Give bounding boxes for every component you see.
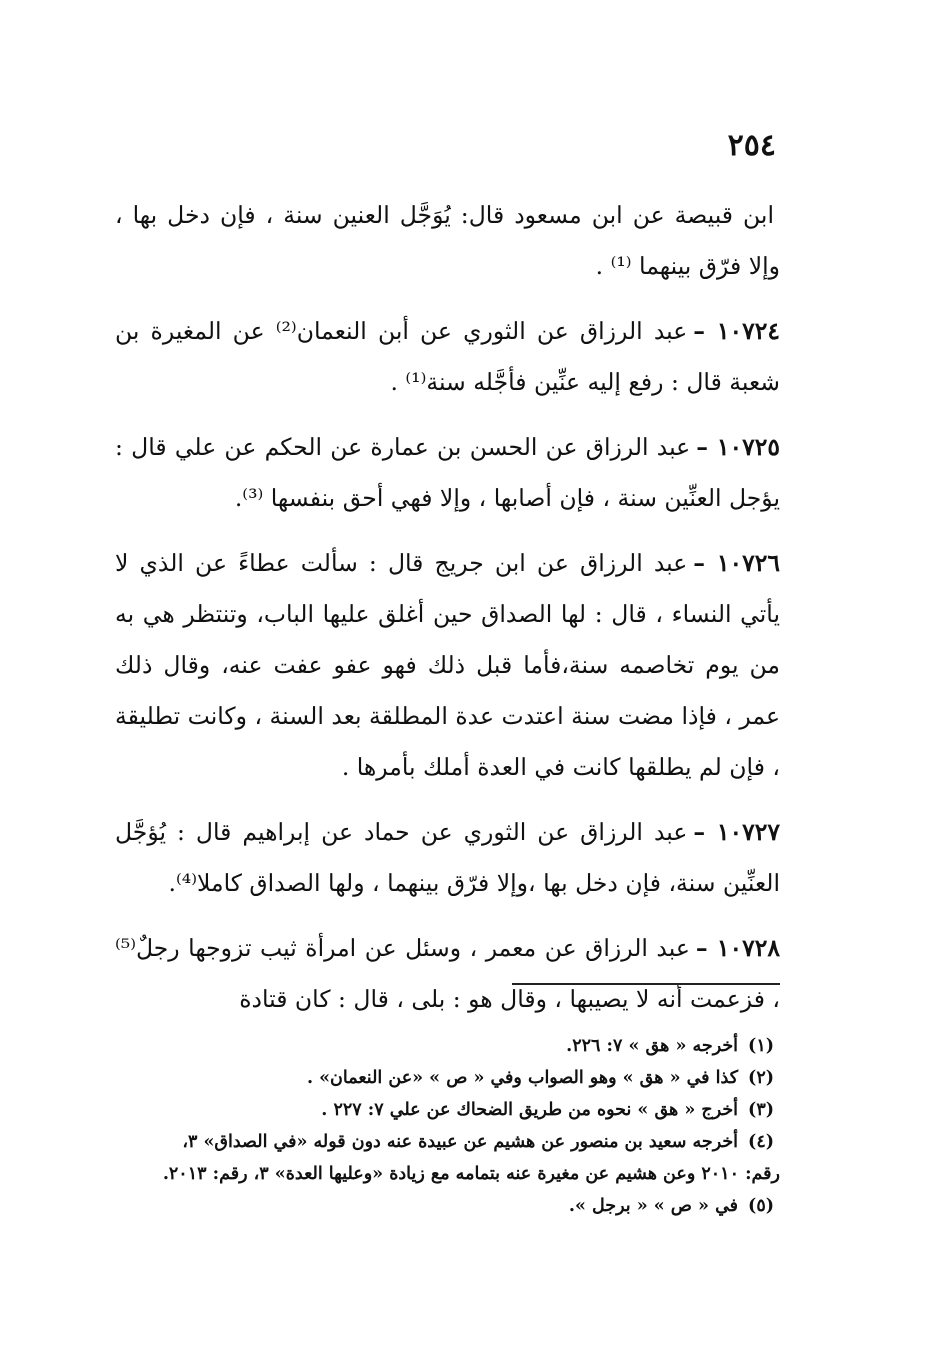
body-text [115, 190, 780, 1039]
page-number: ٢٥٤ [727, 128, 776, 163]
footnote-text: أخرجه سعيد بن منصور عن هشيم عن عبيدة عنه دون قوله «في الصداق» ٣، [182, 1132, 739, 1152]
footnote-text: في « ص » « برجل ». [568, 1196, 739, 1216]
hadith-text: عبد الرزاق عن ابن جريج قال : سألت عطاءً عن الذي لا يأتي النساء ، قال : لها الصداق حين أغلق عليها الباب، وتنتظر هي به من يوم تخاصمه سنة،فأما قبل ذلك فهو عفو عفت عنه، وقال ذلك عمر ، فإذا مضت سنة اعتدت عدة المطلقة بعد السنة ، وكانت تطليقة ، فإن لم يطلقها كانت في العدة أملك بأمرها . [115, 549, 780, 781]
footnote-text: كذا في « هق » وهو الصواب وفي « ص » «عن النعمان» . [306, 1068, 739, 1088]
hadith-paragraph [115, 190, 780, 292]
footnote [115, 1190, 780, 1222]
footnote-continuation [115, 1158, 780, 1190]
footnote-mark: (٥) [748, 1196, 774, 1216]
footnote-text: أخرج « هق » نحوه من طريق الضحاك عن علي ٧: ٢٢٧ . [321, 1100, 739, 1120]
footnote [115, 1030, 780, 1062]
hadith-text: عبد الرزاق عن الحسن بن عمارة عن الحكم عن علي قال : يؤجل العنِّين سنة ، فإن أصابها ، وإلا فهي أحق بنفسها ⁽³⁾. [115, 433, 780, 512]
hadith-paragraph [115, 807, 780, 909]
footnote-text: رقم: ٢٠١٠ وعن هشيم عن مغيرة عنه بتمامه مع زيادة «وعليها العدة» ٣، رقم: ٢٠١٣. [162, 1164, 780, 1184]
footnote [115, 1062, 780, 1094]
footnote-mark: (١) [748, 1036, 774, 1056]
footnote [115, 1126, 780, 1158]
hadith-paragraph [115, 538, 780, 793]
footnote-text: أخرجه « هق » ٧: ٢٢٦. [566, 1036, 739, 1056]
hadith-paragraph [115, 422, 780, 524]
hadith-text: ابن قبيصة عن ابن مسعود قال: يُوَجَّل العنين سنة ، فإن دخل بها ، وإلا فرّق بينهما ⁽¹⁾ . [115, 201, 780, 280]
hadith-text: عبد الرزاق عن الثوري عن أبن النعمان⁽²⁾ عن المغيرة بن شعبة قال : رفع إليه عنِّين فأجَّله سنة⁽¹⁾ . [115, 317, 780, 396]
hadith-text: عبد الرزاق عن الثوري عن حماد عن إبراهيم قال : يُؤجَّل العنِّين سنة، فإن دخل بها ،وإلا فرّق بينهما ، ولها الصداق كاملا⁽⁴⁾. [115, 818, 780, 897]
footnote-separator [512, 983, 780, 985]
hadith-number: ١٠٧٢٦ – [693, 549, 781, 577]
footnote-mark: (٢) [748, 1068, 774, 1088]
hadith-text: عبد الرزاق عن معمر ، وسئل عن امرأة ثيب تزوجها رجلٌ⁽⁵⁾ ، فزعمت أنه لا يصيبها ، وقال هو : بلى ، قال : كان قتادة [115, 934, 780, 1013]
hadith-paragraph [115, 306, 780, 408]
hadith-paragraph [115, 923, 780, 1025]
hadith-number: ١٠٧٢٧ – [693, 818, 780, 846]
footnote [115, 1094, 780, 1126]
footnote-mark: (٣) [748, 1100, 774, 1120]
footnotes [115, 1030, 780, 1222]
hadith-number: ١٠٧٢٨ – [695, 934, 780, 962]
hadith-number: ١٠٧٢٥ – [696, 433, 780, 461]
footnote-mark: (٤) [748, 1132, 774, 1152]
hadith-number: ١٠٧٢٤ – [693, 317, 781, 345]
